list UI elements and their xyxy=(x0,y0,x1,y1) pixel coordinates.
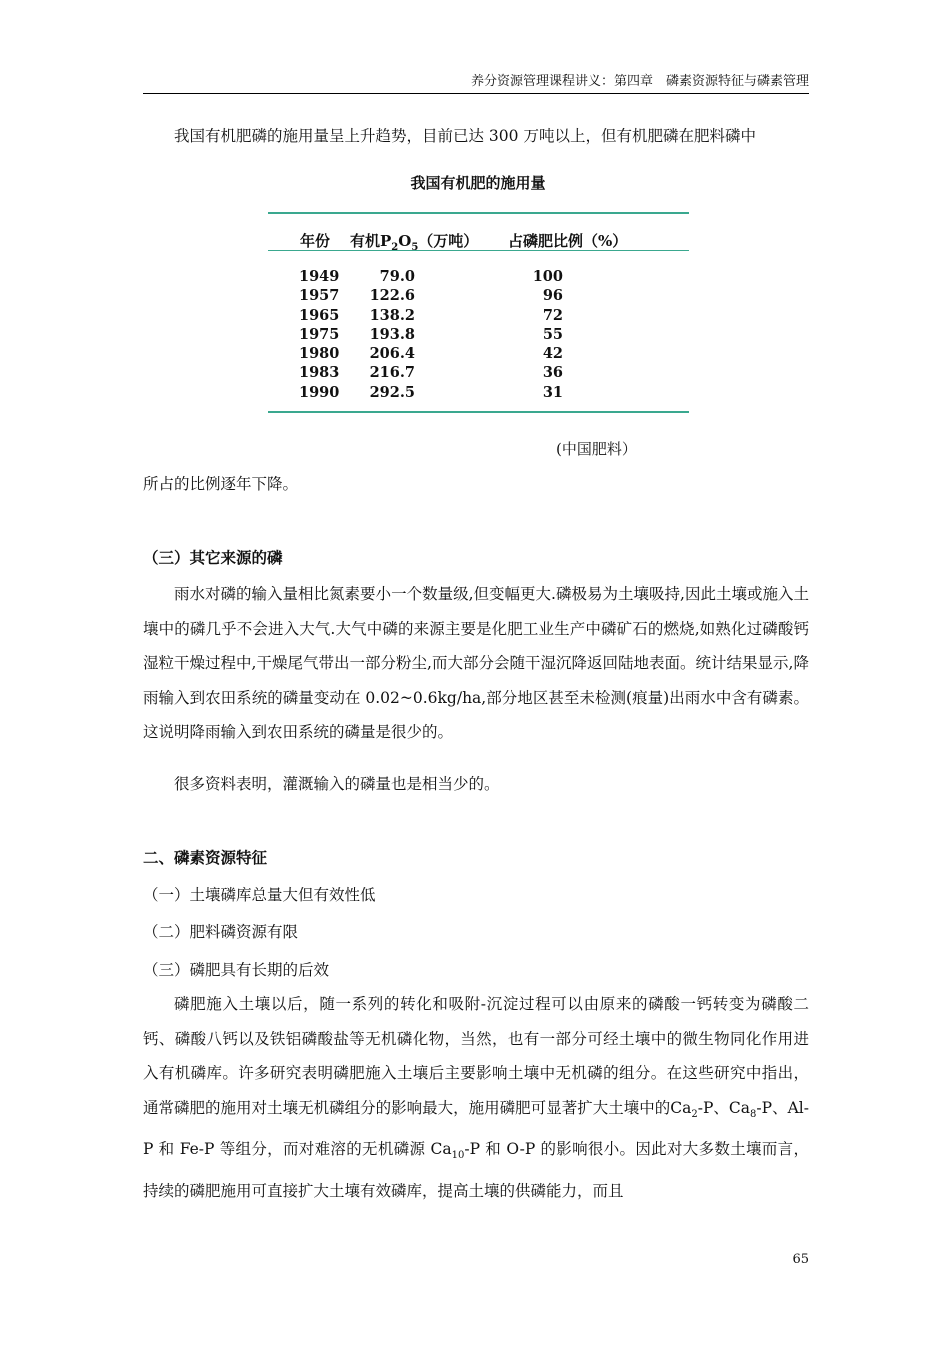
cell-organic: 138.2 xyxy=(369,306,415,324)
col-header-year: 年份 xyxy=(300,232,331,250)
table-row xyxy=(268,268,689,287)
cell-share: 36 xyxy=(542,364,563,382)
paragraph-rain-phosphorus: 雨水对磷的输入量相比氮素要小一个数量级,但变幅更大.磷极易为土壤吸持,因此土壤或施入土壤中的磷几乎不会进入大气.大气中磷的来源主要是化肥工业生产中磷矿石的燃烧,如熟化过磷酸钙湿粒干燥过程中,干燥尾气带出一部分粉尘,而大部分会随干湿沉降返回陆地表面。统计结果显示,降雨输入到农田系统的磷量变动在 0.02~0.6kg/ha,部分地区甚至未检测(痕量)出雨水中含有磷素。这说明降雨输入到农田系统的磷量是很少的。 xyxy=(143,585,809,741)
running-header: 养分资源管理课程讲义：第四章 磷素资源特征与磷素管理 xyxy=(143,70,809,94)
list-item: （二）肥料磷资源有限 xyxy=(143,923,299,941)
cell-year: 1980 xyxy=(299,345,340,363)
section-heading-characteristics: 二、磷素资源特征 xyxy=(143,848,268,867)
cell-share: 100 xyxy=(532,268,563,285)
cell-year: 1949 xyxy=(299,268,340,285)
cell-year: 1983 xyxy=(299,364,340,382)
section-heading-other-sources: （三）其它来源的磷 xyxy=(143,548,283,567)
table-body xyxy=(268,268,689,403)
table-source: (中国肥料） xyxy=(556,440,637,458)
cell-organic: 216.7 xyxy=(369,364,415,382)
cell-share: 31 xyxy=(542,383,563,401)
col-header-organic: 有机$P_2O_5$（万吨） xyxy=(350,232,479,253)
table-row xyxy=(268,384,689,403)
table-row xyxy=(268,307,689,326)
paragraph-phosphate-aftereffect: 磷肥施入土壤以后，随一系列的转化和吸附-沉淀过程可以由原来的磷酸一钙转变为磷酸二钙、磷酸八钙以及铁铝磷酸盐等无机磷化物，当然，也有一部分可经土壤中的微生物同化作用进入有机磷库。许多研究表明磷肥施入土壤后主要影响土壤中无机磷的组分。在这些研究中指出，通常磷肥的施用对土壤无机磷组分的影响最大，施用磷肥可显著扩大土壤中的$Ca_2-P$、$Ca_8-P$、Al-P 和 Fe-P 等组分，而对难溶的无机磷源 $Ca_{10}-P$ 和 O-P 的影响很小。因此对大多数土壤而言，持续的磷肥施用可直接扩大土壤有效磷库，提高土壤的供磷能力，而且 xyxy=(143,995,809,1200)
cell-organic: 206.4 xyxy=(369,345,415,363)
cell-organic: 122.6 xyxy=(369,287,415,305)
intro-line: 我国有机肥磷的施用量呈上升趋势，目前已达 300 万吨以上，但有机肥磷在肥料磷中 xyxy=(174,127,756,145)
paragraph-irrigation: 很多资料表明，灌溉输入的磷量也是相当少的。 xyxy=(174,775,500,793)
table-header-rule xyxy=(268,250,689,251)
cell-year: 1990 xyxy=(299,383,340,401)
cell-organic: 292.5 xyxy=(369,383,415,401)
cell-share: 72 xyxy=(542,306,563,324)
cell-share: 55 xyxy=(542,325,563,343)
table-row xyxy=(268,287,689,306)
col-header-share: 占磷肥比例（%） xyxy=(508,232,628,250)
cell-share: 42 xyxy=(542,345,563,363)
table-top-rule xyxy=(268,212,689,214)
cell-year: 1975 xyxy=(299,325,340,343)
table-bottom-rule xyxy=(268,411,689,413)
list-item: （三）磷肥具有长期的后效 xyxy=(143,961,330,979)
cell-organic: 79.0 xyxy=(379,268,415,285)
cell-year: 1965 xyxy=(299,306,340,324)
list-item: （一）土壤磷库总量大但有效性低 xyxy=(143,886,376,904)
table-row xyxy=(268,364,689,383)
cell-organic: 193.8 xyxy=(369,325,415,343)
table-title: 我国有机肥的施用量 xyxy=(410,174,546,192)
table-row xyxy=(268,345,689,364)
cell-year: 1957 xyxy=(299,287,340,305)
cell-share: 96 xyxy=(542,287,563,305)
after-table-text: 所占的比例逐年下降。 xyxy=(143,475,299,493)
table-row xyxy=(268,326,689,345)
page-number: 65 xyxy=(792,1252,809,1267)
